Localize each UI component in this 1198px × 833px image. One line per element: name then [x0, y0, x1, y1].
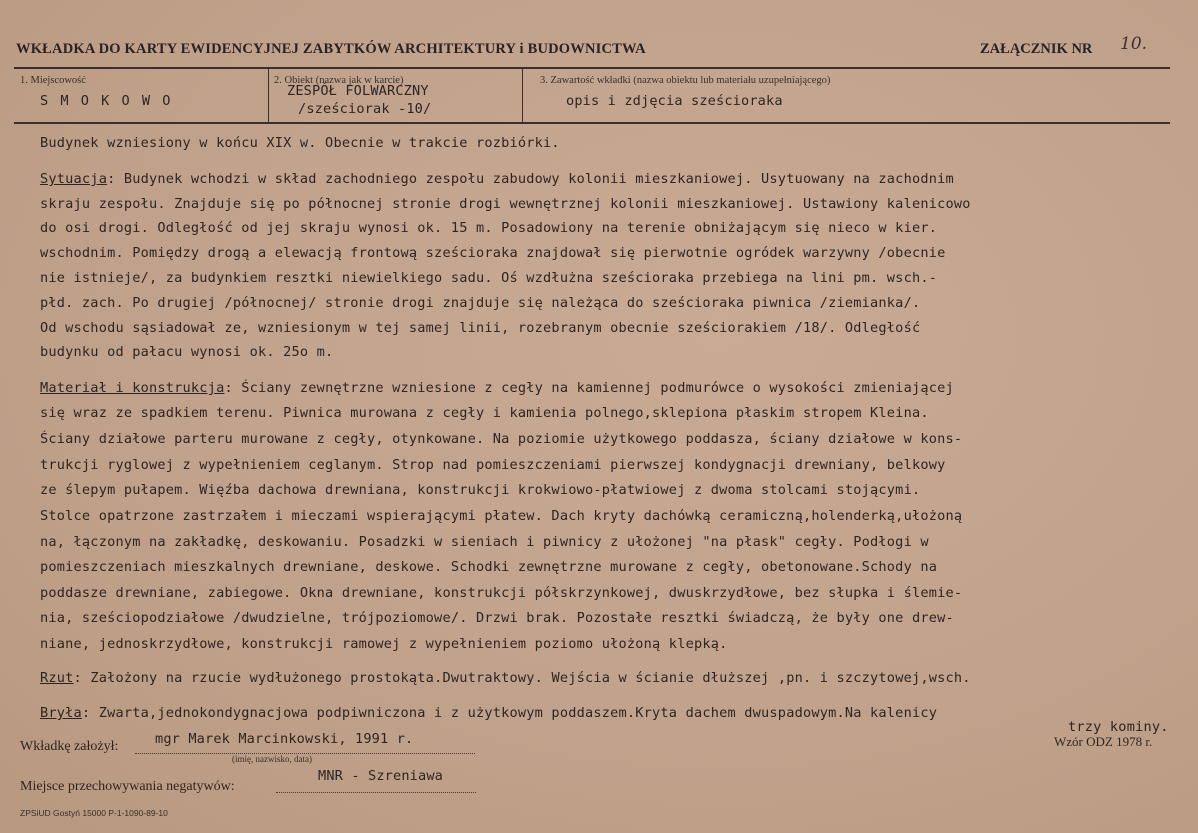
situation-heading: Sytuacja	[40, 171, 108, 187]
mass-line: Bryła: Zwarta,jednokondygnacjowa podpiwniczona i z użytkowym poddaszem.Kryta dachem dwuspadowym.Na kalenicy	[40, 705, 938, 721]
attachment-label: ZAŁĄCZNIK NR	[980, 41, 1093, 57]
material-line: niane, jednoskrzydłowe, konstrukcji ramowej z wypełnieniem poziomo ułożoną klepką.	[40, 636, 728, 652]
attachment-number: 10.	[1120, 34, 1148, 54]
material-heading: Materiał i konstrukcja	[40, 380, 225, 396]
place-label: 1. Miejscowość	[20, 75, 86, 86]
object-value-line1: ZESPÓŁ FOLWARCZNY	[287, 83, 429, 99]
content-label: 3. Zawartość wkładki (nazwa obiektu lub materiału uzupełniającego)	[540, 75, 831, 86]
material-line: trukcji ryglowej z wypełnieniem ceglanym. Strop nad pomieszczeniami pierwszej kondygnacji drewniany, belkowy	[40, 457, 946, 473]
fields-rule	[14, 122, 1170, 124]
material-line: nia, sześciopodziałowe /dwudzielne, trójpoziomowe/. Drzwi brak. Pozostałe resztki świadczą, że były one drew-	[40, 610, 954, 626]
material-line: pomieszczeniach mieszkalnych drewniane, deskowe. Schodki zewnętrzne murowane z cegły, obetonowane.Schody na	[40, 559, 938, 575]
intro-line: Budynek wzniesiony w końcu XIX w. Obecnie w trakcie rozbiórki.	[40, 135, 560, 151]
situation-line: skraju zespołu. Znajduje się po północnej stronie drogi wewnętrznej kolonii mieszkaniowej. Ustawiony kalenicowo	[40, 196, 971, 212]
material-line: na, łączonym na zakładkę, deskowaniu. Posadzki w sieniach i piwnicy z ułożonej "na płask" cegły. Podłogi w	[40, 534, 929, 550]
material-line: poddasze drewniane, zabiegowe. Okna drewniane, konstrukcji półskrzynkowej, dwuskrzydłowe, bez słupka i ślemie-	[40, 585, 963, 601]
object-label: 2. Obiekt (nazwa jak w karcie)	[274, 75, 404, 86]
place-value: S M O K O W O	[40, 93, 173, 109]
mass-heading: Bryła	[40, 705, 82, 721]
negatives-value: MNR - Szreniawa	[318, 768, 444, 784]
field-divider-2	[522, 68, 523, 122]
negatives-dotline	[276, 792, 476, 793]
situation-line: do osi drogi. Odległość od jej skraju wynosi ok. 15 m. Posadowiony na terenie obniżającym się nieco w kier.	[40, 220, 938, 236]
print-info: ZPSiUD Gostyń 15000 P-1-1090-89-10	[20, 808, 168, 818]
material-line: Ściany działowe parteru murowane z cegły, otynkowane. Na poziomie użytkowego poddasza, ściany działowe w kons-	[40, 431, 963, 447]
form-code: Wzór ODZ 1978 r.	[1054, 734, 1153, 749]
material-line: Materiał i konstrukcja: Ściany zewnętrzne wzniesione z cegły na kamiennej podmurówce o wysokości zmieniającej	[40, 380, 954, 396]
material-line: się wraz ze spadkiem terenu. Piwnica murowana z cegły i kamienia polnego,sklepiona płaskim stropem Kleina.	[40, 405, 929, 421]
author-hint: (imię, nazwisko, data)	[232, 754, 312, 764]
author-label: Wkładkę założył:	[20, 739, 119, 754]
author-value: mgr Marek Marcinkowski, 1991 r.	[155, 731, 414, 747]
situation-line: nie istnieje/, za budynkiem resztki niewielkiego sadu. Oś wzdłużna sześcioraka przebiega na lini pm. wsch.-	[40, 270, 938, 286]
situation-line: wschodnim. Pomiędzy drogą a elewacją frontową sześcioraka znajdował się pierwotnie ogródek warzywny /obecnie	[40, 245, 946, 261]
material-line: ze ślepym pułapem. Więźba dachowa drewniana, konstrukcji krokwiowo-płatwiowej z dwoma stolcami stojącymi.	[40, 482, 921, 498]
document-title: WKŁADKA DO KARTY EWIDENCYJNEJ ZABYTKÓW ARCHITEKTURY i BUDOWNICTWA	[16, 41, 646, 57]
plan-heading: Rzut	[40, 670, 74, 686]
plan-line: Rzut: Założony na rzucie wydłużonego prostokąta.Dwutraktowy. Wejścia w ścianie dłuższej ,pn. i szczytowej,wsch.	[40, 670, 971, 686]
content-value: opis i zdjęcia sześcioraka	[566, 93, 783, 109]
situation-line: budynku od pałacu wynosi ok. 25o m.	[40, 344, 334, 360]
negatives-label: Miejsce przechowywania negatywów:	[20, 779, 235, 794]
field-divider-1	[268, 68, 269, 122]
situation-line: Od wschodu sąsiadował ze, wzniesionym w tej samej linii, rozebranym obecnie sześciorakiem /18/. Odległość	[40, 320, 921, 336]
mass-line-continued: trzy kominy.	[1068, 719, 1169, 735]
situation-line: Sytuacja: Budynek wchodzi w skład zachodniego zespołu zabudowy kolonii mieszkaniowej. Usytuowany na zachodnim	[40, 171, 954, 187]
situation-line: płd. zach. Po drugiej /północnej/ stronie drogi znajduje się należąca do sześcioraka piwnica /ziemianka/.	[40, 295, 921, 311]
material-line: Stolce opatrzone zastrzałem i mieczami wspierającymi płatew. Dach kryty dachówką ceramiczną,holenderką,ułożoną	[40, 508, 963, 524]
object-value-line2: /sześciorak -10/	[298, 101, 432, 117]
header-rule	[14, 67, 1170, 69]
